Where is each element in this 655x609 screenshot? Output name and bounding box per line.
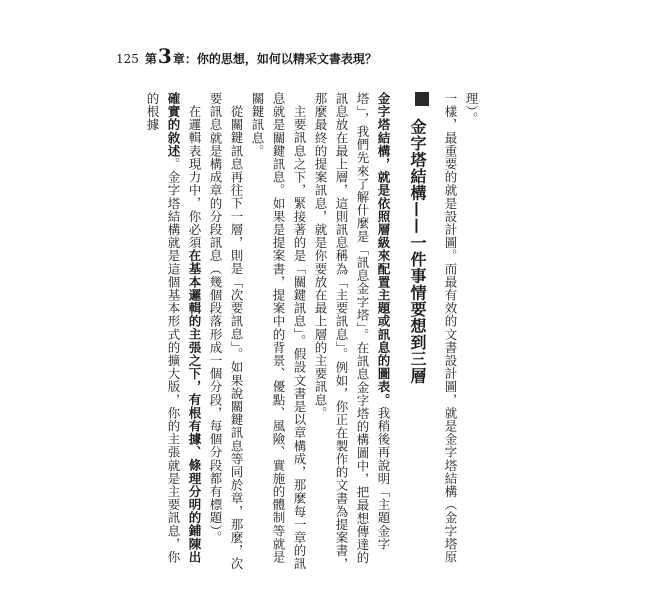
paragraph-6-a: 在邏輯表現力中，你必須 [187, 104, 202, 249]
section-title: 金字塔結構——一件事情要想到三層 [408, 118, 427, 384]
paragraph-3-bold: 金字塔結構，就是依照層級來配置主題或訊息的圖表。 [376, 92, 391, 407]
chapter-prefix: 第 [144, 52, 157, 66]
running-header [116, 44, 377, 68]
vertical-text-body [145, 92, 482, 574]
paragraph-1: 理）。 [464, 92, 479, 126]
chapter-suffix: 章：你的思想，如何以精采文書表現？ [172, 52, 377, 66]
paragraph-5: 從關鍵訊息再往下一層，則是「次要訊息」。如果說關鍵訊息等同於章，那麼，次要訊息就是構成章的分段訊息（幾個段落形成一個分段，每個分段都有標題）。 [208, 92, 244, 570]
paragraph-4: 主要訊息之下，緊接著的是「關鍵訊息」。假設文書是以章構成，那麼每一章的訊息就是關鍵訊息。如果是提案書，提案中的背景、優點、風險、實施的體制等就是關鍵訊息。 [250, 92, 307, 570]
paragraph-6-bold: 在基本邏輯的主張之下，有根有據、條理分明的鋪陳出確實的敘述 [166, 92, 202, 564]
paragraph-2: 一樣，最重要的就是設計圖。而最有效的文書設計圖，就是金字塔結構（金字塔原 [443, 92, 458, 564]
square-bullet-icon [415, 92, 429, 106]
paragraph-6-b: 。金字塔結構就是這個基本形式的擴大版，你的主張就是主要訊息，你的根據 [145, 92, 181, 564]
section-heading [404, 92, 430, 574]
paragraph-3 [310, 92, 394, 574]
paragraph-6 [142, 92, 205, 574]
paragraph-3-rest: 我稍後再說明「主題金字塔」，我們先來了解什麼是「訊息金字塔」。在訊息金字塔的構圖中，把最想傳達的訊息放在最上層，這則訊息稱為「主要訊息」。例如，你正在製作的文書為提案書，那麼最終的提案訊息，就是你要放在最上層的主要訊息。 [313, 92, 391, 571]
page-number: 125 [116, 52, 139, 66]
chapter-label [145, 44, 377, 68]
chapter-number: 3 [157, 44, 172, 68]
